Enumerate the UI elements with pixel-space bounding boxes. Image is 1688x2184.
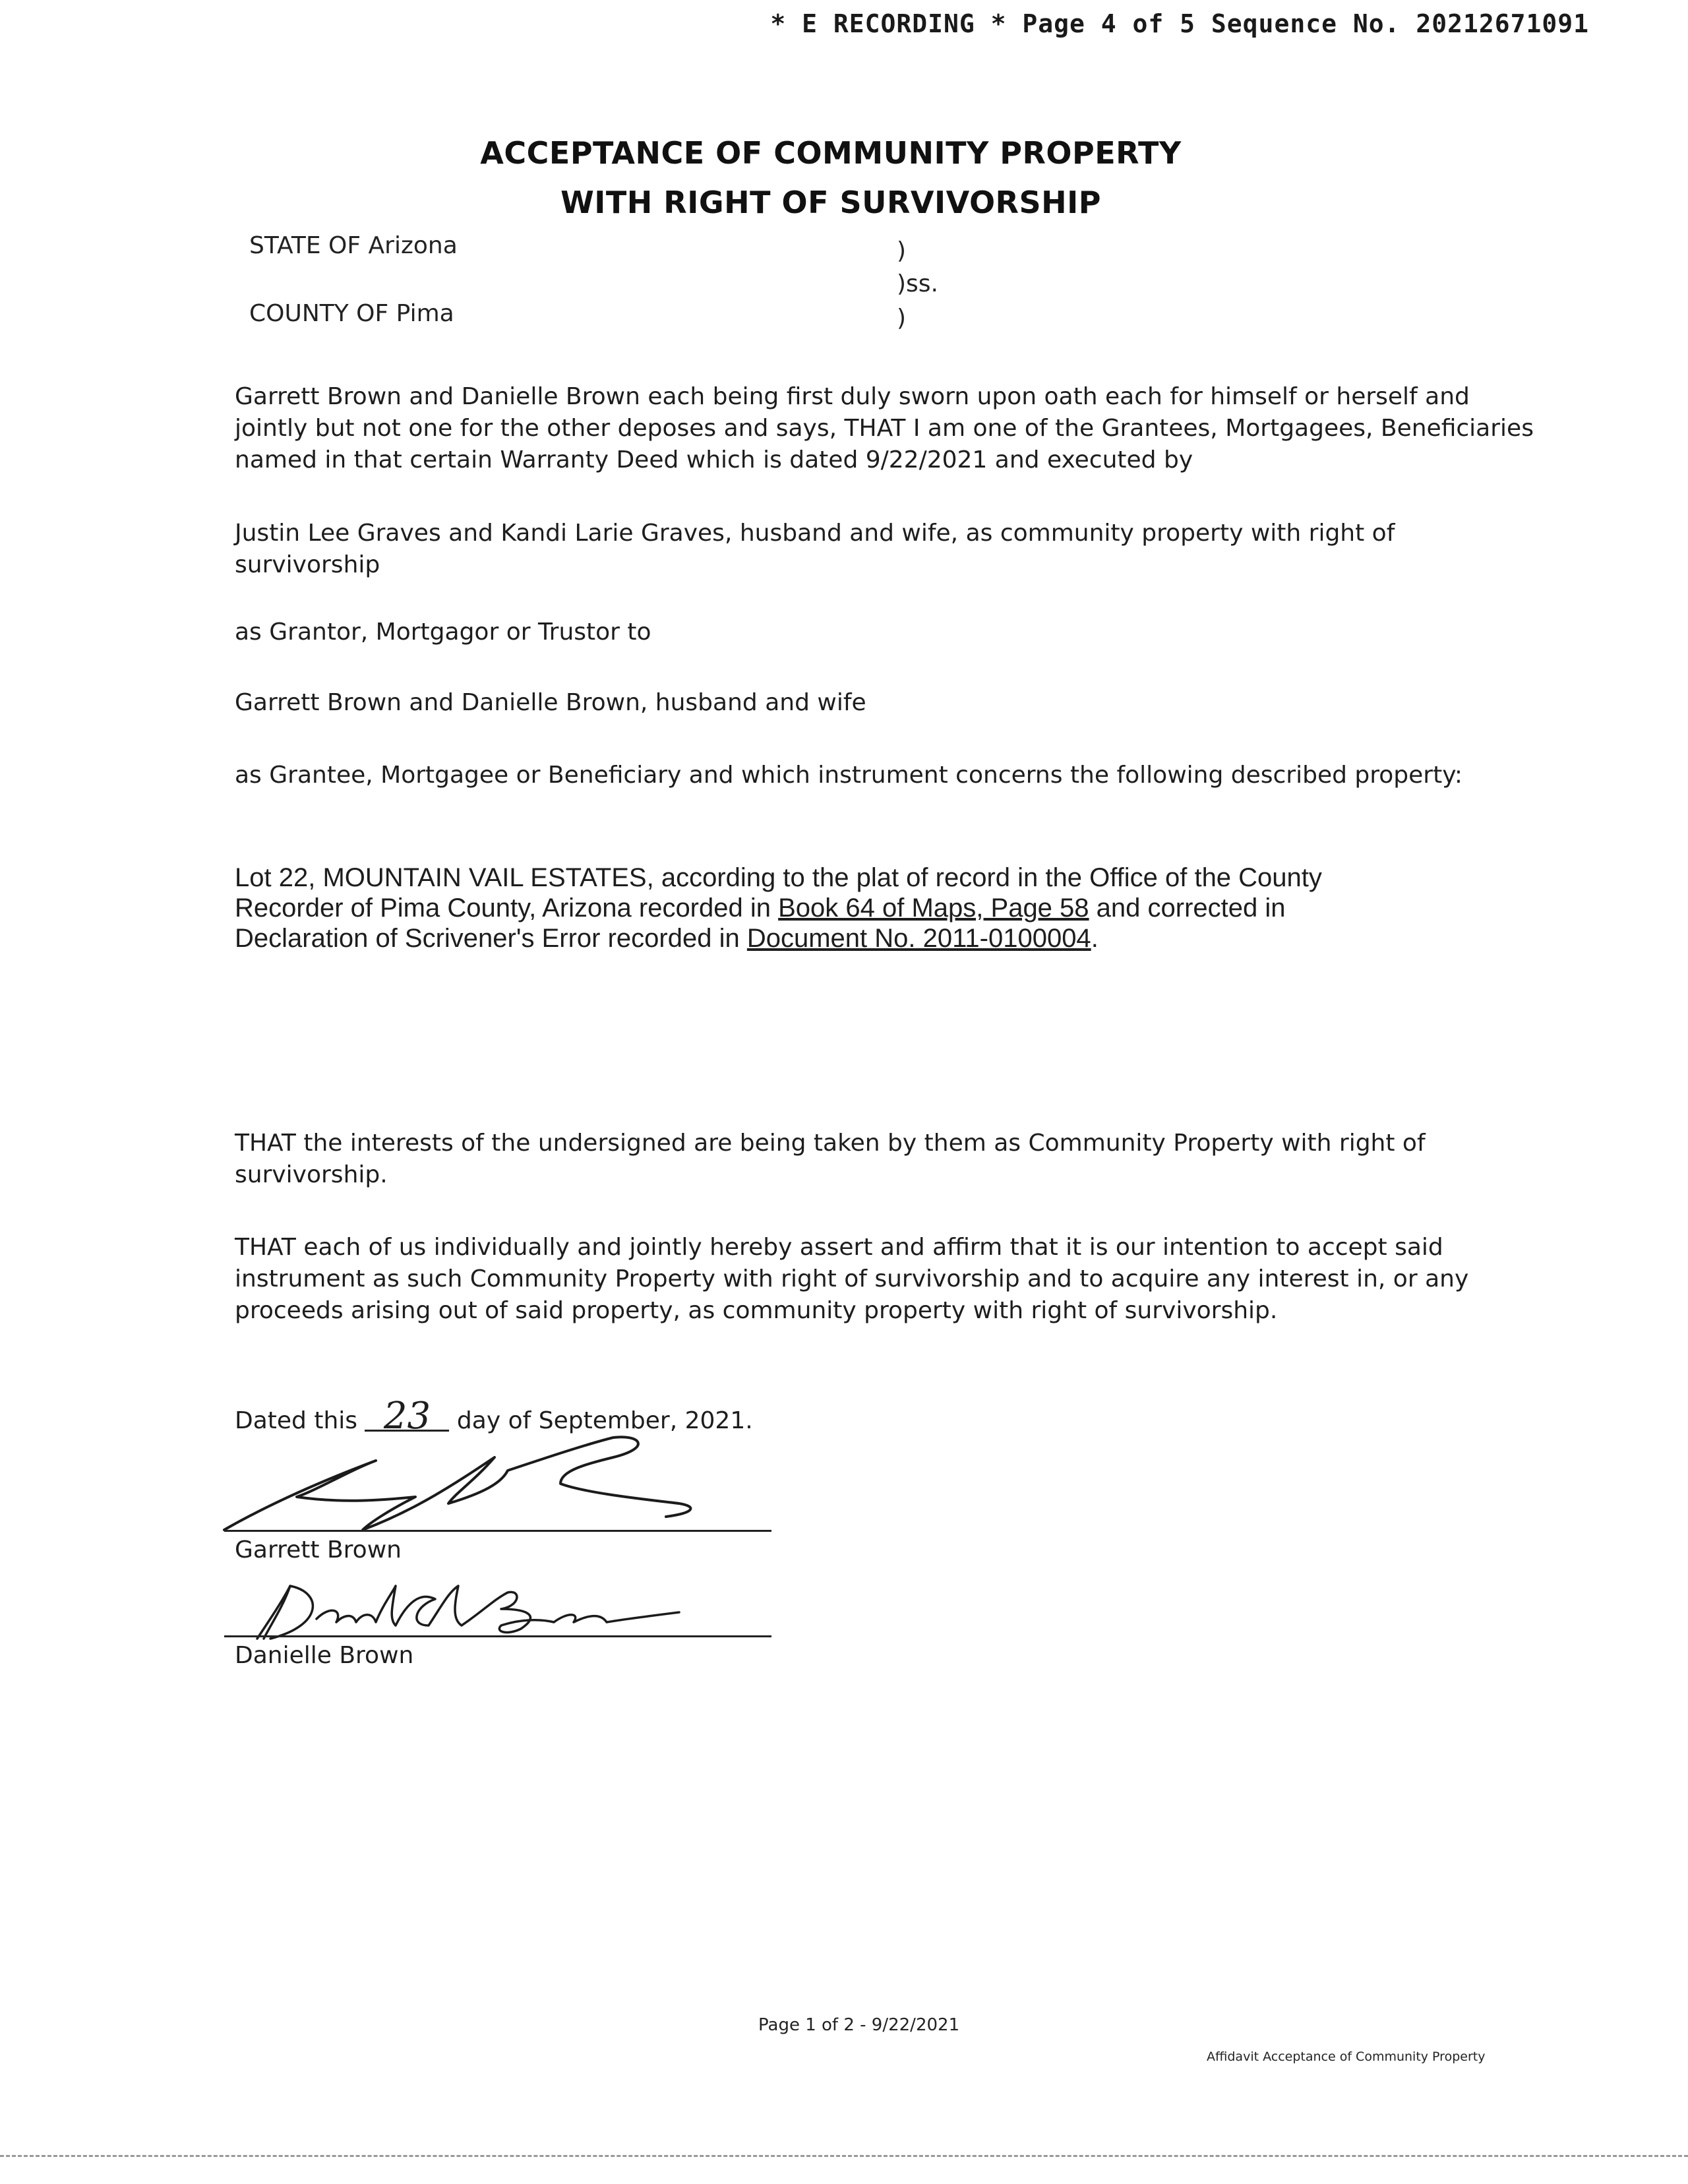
document-title-line2: WITH RIGHT OF SURVIVORSHIP <box>560 185 1101 220</box>
dated-day-handwritten: 23 <box>365 1403 449 1432</box>
legal-line: Recorder of Pima County, Arizona recorded in Book 64 of Maps, Page 58 and corrected in <box>235 894 1286 923</box>
affiant-line: jointly but not one for the other deposes and says, THAT I am one of the Grantees, Mortgagees, Beneficiaries <box>235 415 1534 442</box>
plat-reference-link[interactable]: Book 64 of Maps, Page 58 <box>778 894 1089 923</box>
as-grantor-text: as Grantor, Mortgagor or Trustor to <box>235 619 651 646</box>
interest-line: THAT the interests of the undersigned are being taken by them as Community Property with right of <box>235 1130 1426 1157</box>
affirm-line: instrument as such Community Property with right of survivorship and to acquire any interest in, or any <box>235 1265 1469 1292</box>
signer-name-garrett: Garrett Brown <box>235 1536 402 1563</box>
recording-header: * E RECORDING * Page 4 of 5 Sequence No. 20212671091 <box>770 9 1589 38</box>
document-title-line1: ACCEPTANCE OF COMMUNITY PROPERTY <box>480 135 1182 171</box>
affirm-line: THAT each of us individually and jointly hereby assert and affirm that it is our intention to accept said <box>235 1234 1443 1261</box>
grantor-paragraph <box>235 518 1521 581</box>
garrett-brown-signature-icon <box>218 1431 785 1536</box>
affiant-paragraph <box>235 381 1534 476</box>
venue-county: COUNTY OF Pima <box>249 300 454 327</box>
venue-state: STATE OF Arizona <box>249 232 458 259</box>
affiant-line: Garrett Brown and Danielle Brown each being first duly sworn upon oath each for himself or herself and <box>235 383 1470 410</box>
interest-paragraph <box>235 1128 1521 1191</box>
scan-edge-divider <box>0 2155 1688 2157</box>
signer-name-danielle: Danielle Brown <box>235 1642 414 1669</box>
venue-bracket-bottom: ) <box>897 305 907 332</box>
legal-line: Declaration of Scrivener's Error recorded in Document No. 2011-0100004. <box>235 924 1099 953</box>
grantor-line: Justin Lee Graves and Kandi Larie Graves, husband and wife, as community property with right of <box>235 520 1395 547</box>
venue-bracket-top: ) <box>897 237 907 264</box>
legal-description <box>235 863 1521 954</box>
footer-form-name: Affidavit Acceptance of Community Property <box>1207 2049 1486 2064</box>
grantee-text: Garrett Brown and Danielle Brown, husband and wife <box>235 689 866 716</box>
interest-line: survivorship. <box>235 1161 388 1188</box>
dated-line: Dated this 23 day of September, 2021. <box>235 1395 753 1438</box>
grantor-line: survivorship <box>235 551 380 578</box>
footer-page-number: Page 1 of 2 - 9/22/2021 <box>758 2015 960 2035</box>
affiant-line: named in that certain Warranty Deed which is dated 9/22/2021 and executed by <box>235 446 1193 473</box>
as-grantee-text: as Grantee, Mortgagee or Beneficiary and which instrument concerns the following described property: <box>235 762 1463 789</box>
legal-line: Lot 22, MOUNTAIN VAIL ESTATES, according to the plat of record in the Office of the County <box>235 863 1322 892</box>
venue-bracket-ss: )ss. <box>897 270 938 297</box>
affirm-line: proceeds arising out of said property, as community property with right of survivorship. <box>235 1297 1278 1324</box>
document-reference-link[interactable]: Document No. 2011-0100004 <box>746 924 1091 953</box>
affirm-paragraph <box>235 1232 1521 1327</box>
danielle-brown-signature-icon <box>231 1573 732 1645</box>
signature-line-garrett <box>224 1530 771 1532</box>
signature-line-danielle <box>224 1635 771 1637</box>
